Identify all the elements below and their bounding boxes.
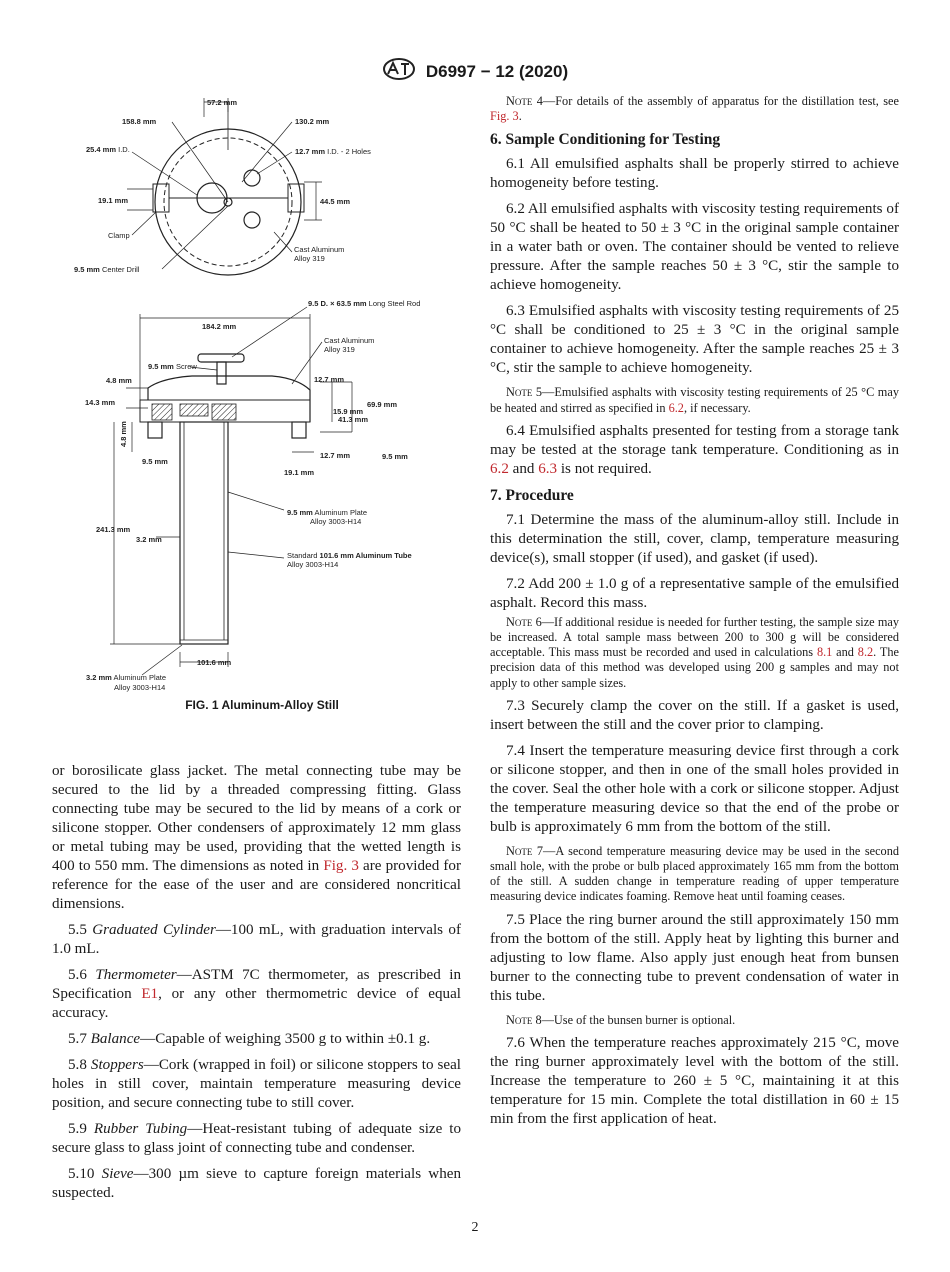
- dim-1016: 101.6 mm: [197, 658, 232, 667]
- section-7-heading: 7. Procedure: [490, 486, 574, 504]
- figure-caption: FIG. 1 Aluminum-Alloy Still: [185, 698, 339, 712]
- dim-127-side: 12.7 mm: [314, 375, 345, 384]
- paragraph-6-3: 6.3 Emulsified asphalts with viscosity testing requirements of 25 °C shall be conditioned to 25 ± 3 °C in the original sample container to achieve homogeneity. After the sample reaches 25 ± 3 °C, stir the sample to achieve homogeneity.: [490, 303, 899, 377]
- dim-57: 57.2 mm: [207, 98, 238, 107]
- label-bottom-plate-alloy: Alloy 3003-H14: [114, 683, 166, 692]
- dim-95-right: 9.5 mm: [382, 452, 408, 461]
- paragraph-5-7: 5.7 Balance—Capable of weighing 3500 g to within ±0.1 g.: [68, 1031, 431, 1047]
- dim-tube: 101.6 mm Aluminum Tube: [319, 551, 412, 560]
- side-view-drawing: [140, 354, 310, 644]
- paragraph-7-5: 7.5 Place the ring burner around the still approximately 150 mm from the bottom of the still. Apply heat by lighting this burner and adjusting to low flame. Also apply just enough heat from bunsen burner to the connecting tube to prevent condensation of water in this tube.: [490, 911, 899, 1004]
- dim-413: 41.3 mm: [338, 415, 369, 424]
- svg-text:9.5 mm Screw: [148, 362, 197, 371]
- label-tube-alloy: Alloy 3003-H14: [287, 560, 339, 569]
- link-fig-3-note[interactable]: Fig. 3: [490, 109, 519, 124]
- paragraph-condenser: or borosilicate glass jacket. The metal connecting tube may be secured to the lid by a threaded compressing fitting. Glass connecting tube may be secured to the lid by means of a cork or silicone stopper. Other condensers of approximately 12 mm glass or metal tubing may be used, providing that the wetted length is 400 to 550 mm. The dimensions as noted in Fig. 3 are provided for reference for the ease of the user and are considered noncritical dimensions.: [52, 763, 461, 912]
- dim-bottom-plate: 3.2 mm: [86, 673, 112, 682]
- dim-25-desc: I.D.: [118, 145, 130, 154]
- dim-130: 130.2 mm: [295, 117, 330, 126]
- astm-logo-icon: [382, 58, 416, 85]
- dim-rod: 9.5 D. × 63.5 mm: [308, 299, 367, 308]
- paragraph-5-8: 5.8 Stoppers—Cork (wrapped in foil) or silicone stoppers to seal holes in still cover, maintain temperature measuring device position, and secure connecting tube to still cover.: [52, 1057, 461, 1111]
- paragraph-7-2: 7.2 Add 200 ± 1.0 g of a representative sample of the emulsified asphalt. Record this mass.: [490, 575, 899, 611]
- link-fig-3[interactable]: Fig. 3: [323, 858, 359, 874]
- paragraph-6-2: 6.2 All emulsified asphalts with viscosity testing requirements of 50 °C shall be heated to 50 ± 3 °C in the original sample container in a water bath or oven. The container should be vented to relieve pressure. After the sample reaches 50 ± 3 °C, stir the sample to achieve homogeneity.: [490, 201, 899, 294]
- top-view-drawing: [153, 102, 304, 275]
- label-side-alloy-319: Alloy 319: [324, 345, 355, 354]
- link-6-3[interactable]: 6.3: [538, 460, 558, 477]
- dim-191-side: 19.1 mm: [284, 468, 315, 477]
- dim-184: 184.2 mm: [202, 322, 237, 331]
- standard-designation: D6997 − 12 (2020): [425, 61, 569, 81]
- dim-699: 69.9 mm: [367, 400, 398, 409]
- label-tube-standard: Standard: [287, 551, 318, 560]
- label-rod: Long Steel Rod: [368, 299, 421, 308]
- dim-127-bottom: 12.7 mm: [320, 451, 351, 460]
- note-7: Note 7—A second temperature measuring device may be used in the second small hole, with the probe or bulb placed approximately 165 mm from the bottom of the still. A sudden change in temperature reading of upper temperature measuring device indicates foaming. Remove heat until foaming ceases.: [490, 843, 899, 904]
- paragraph-5-10: 5.10 Sieve—300 µm sieve to capture foreign materials when suspected.: [52, 1166, 461, 1201]
- paragraph-5-5: 5.5 Graduated Cylinder—100 mL, with graduation intervals of 1.0 mL.: [52, 922, 461, 957]
- note-8: Note 8—Use of the bunsen burner is optional.: [506, 1012, 736, 1027]
- dim-2413: 241.3 mm: [96, 525, 131, 534]
- paragraph-7-6: 7.6 When the temperature reaches approximately 215 °C, move the ring burner approximately level with the bottom of the still. Increase the temperature to 260 ± 5 °C, maintaining it at this temperature for 15 min. Complete the total distillation in 60 ± 15 min from the first application of heat.: [490, 1034, 899, 1127]
- left-column: [52, 762, 461, 1210]
- page-header: [0, 58, 950, 85]
- label-center-drill: Center Drill: [101, 265, 140, 274]
- paragraph-7-4: 7.4 Insert the temperature measuring device first through a cork or silicone stopper, and then in one of the small holes provided in the cover. Seal the other hole with a cork or silicone stopper. Adjust the temperature measuring device so that the end of the probe or bulb is approximately 6 mm from the bottom of the still.: [490, 742, 899, 835]
- svg-text:9.5 D. × 63.5 mm Long Steel Ro: [308, 299, 420, 308]
- svg-text:9.5 mm Center Drill: [74, 265, 140, 274]
- link-8-2[interactable]: 8.2: [857, 645, 874, 660]
- svg-text:9.5 mm Aluminum Plate: [287, 508, 367, 517]
- paragraph-6-1: 6.1 All emulsified asphalts shall be properly stirred to achieve homogeneity before testing.: [490, 156, 899, 192]
- paragraph-6-4: 6.4 Emulsified asphalts presented for testing from a storage tank may be tested at the storage tank temperature. Conditioning as in 6.2 and 6.3 is not required.: [490, 422, 899, 477]
- link-6-2[interactable]: 6.2: [668, 400, 684, 415]
- note-4: Note 4—For details of the assembly of apparatus for the distillation test, see Fig. 3.: [490, 94, 899, 124]
- svg-text:25.4 mm I.D.: [86, 145, 130, 154]
- dim-159: 15.9 mm: [333, 407, 364, 416]
- paragraph-5-6: 5.6 Thermometer—ASTM 7C thermometer, as prescribed in Specification E1, or any other thermometric device of equal accuracy.: [52, 967, 461, 1021]
- page-number: 2: [471, 1220, 479, 1235]
- note-5: Note 5—Emulsified asphalts with viscosity testing requirements of 25 °C may be heated and stirred as specified in 6.2, if necessary.: [490, 385, 899, 415]
- paragraph-7-3: 7.3 Securely clamp the cover on the still. If a gasket is used, insert between the still and the cover prior to clamping.: [490, 697, 899, 733]
- dim-95-left: 9.5 mm: [142, 457, 168, 466]
- dim-143: 14.3 mm: [85, 398, 116, 407]
- label-plate-alloy: Alloy 3003-H14: [310, 517, 362, 526]
- svg-text:3.2 mm Aluminum Plate: [86, 673, 166, 682]
- label-screw: Screw: [175, 362, 197, 371]
- dim-48-vert: 4.8 mm: [119, 421, 128, 447]
- dim-screw: 9.5 mm: [148, 362, 174, 371]
- dim-158: 158.8 mm: [122, 117, 157, 126]
- dim-25: 25.4 mm: [86, 145, 117, 154]
- dim-32: 3.2 mm: [136, 535, 162, 544]
- svg-text:Standard 101.6 mm Aluminum Tub: [287, 551, 412, 560]
- note-6: Note 6—If additional residue is needed for further testing, the sample size may be increased. A total sample mass between 200 to 300 g will be considered acceptable. This mass must be recorded and used in calculations 8.1 and 8.2. The precision data of this method was developed using 200 g samples and may not apply to other sample sizes.: [490, 614, 900, 690]
- dim-center-drill: 9.5 mm: [74, 265, 100, 274]
- dim-127-hole-desc: I.D. - 2 Holes: [327, 147, 371, 156]
- link-6-2-b[interactable]: 6.2: [490, 460, 509, 477]
- paragraph-7-1: 7.1 Determine the mass of the aluminum-alloy still. Include in this determination the still, cover, clamp, temperature measuring device(s), small stopper (if used), and gasket (if used).: [490, 511, 899, 566]
- label-clamp: Clamp: [108, 231, 130, 240]
- label-alloy-319: Alloy 319: [294, 254, 325, 263]
- figure-aluminum-alloy-still: [52, 92, 472, 732]
- right-column: [490, 94, 899, 1136]
- link-8-1[interactable]: 8.1: [816, 645, 833, 660]
- svg-text:12.7 mm I.D. - 2 Holes: [295, 147, 371, 156]
- link-e1[interactable]: E1: [141, 986, 159, 1002]
- paragraph-5-9: 5.9 Rubber Tubing—Heat-resistant tubing of adequate size to secure glass to glass joint of connecting tube and condenser.: [52, 1121, 461, 1156]
- dim-445: 44.5 mm: [320, 197, 351, 206]
- label-bottom-plate: Aluminum Plate: [113, 673, 167, 682]
- label-side-cast-aluminum: Cast Aluminum: [324, 336, 375, 345]
- section-6-heading: 6. Sample Conditioning for Testing: [490, 131, 721, 149]
- label-cast-aluminum: Cast Aluminum: [294, 245, 345, 254]
- dim-191: 19.1 mm: [98, 196, 129, 205]
- dim-plate: 9.5 mm: [287, 508, 313, 517]
- label-plate: Aluminum Plate: [314, 508, 368, 517]
- dim-127-hole: 12.7 mm: [295, 147, 326, 156]
- dim-48-top: 4.8 mm: [106, 376, 132, 385]
